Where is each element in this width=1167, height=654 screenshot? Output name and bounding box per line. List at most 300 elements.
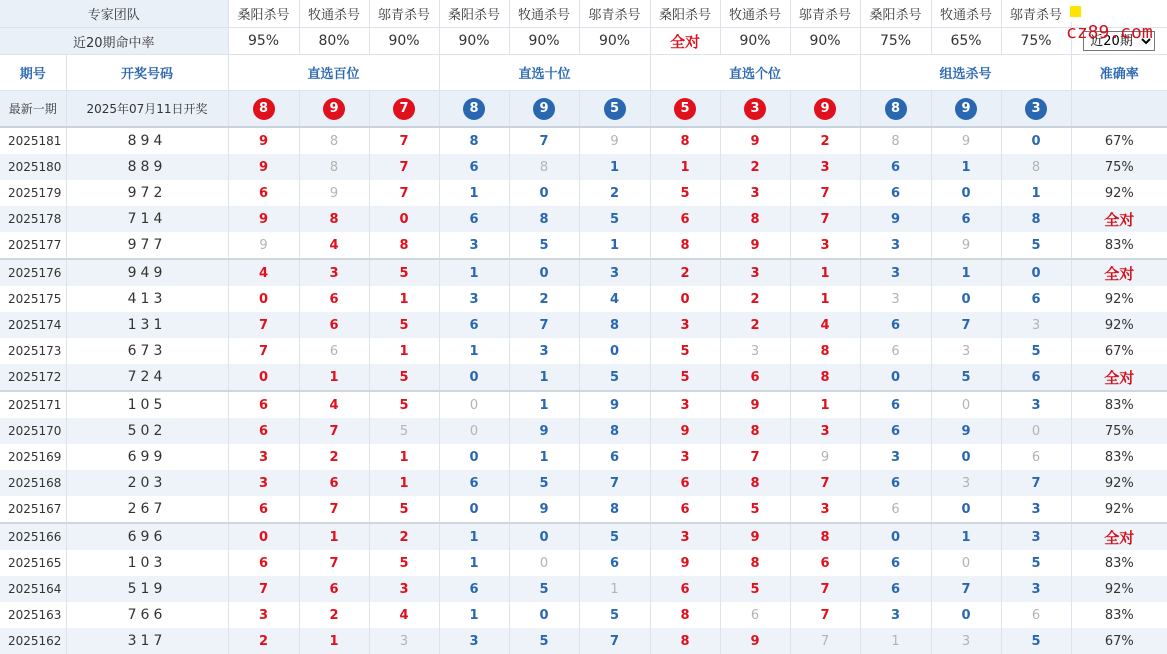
kill-number-cell: 3 bbox=[650, 312, 720, 338]
kill-number-cell: 1 bbox=[369, 444, 439, 470]
accuracy-cell: 75% bbox=[1071, 154, 1167, 180]
kill-number-cell: 9 bbox=[509, 418, 579, 444]
kill-number-cell: 1 bbox=[931, 259, 1001, 286]
kill-number-cell: 8 bbox=[1001, 154, 1071, 180]
kill-number-cell: 9 bbox=[579, 127, 650, 154]
kill-number-cell: 3 bbox=[720, 338, 790, 364]
table-row bbox=[0, 312, 1167, 338]
kill-number-cell: 3 bbox=[860, 286, 931, 312]
kill-ball: 9 bbox=[955, 98, 977, 120]
kill-number-cell: 6 bbox=[228, 180, 299, 206]
kill-number-cell: 8 bbox=[369, 232, 439, 259]
kill-number-cell: 1 bbox=[579, 576, 650, 602]
kill-number-cell: 7 bbox=[931, 576, 1001, 602]
kill-number-cell: 1 bbox=[1001, 180, 1071, 206]
kill-number-cell: 0 bbox=[439, 496, 509, 523]
kill-number-cell: 8 bbox=[720, 550, 790, 576]
draw-number-cell: 317 bbox=[66, 628, 228, 654]
period-cell: 2025171 bbox=[0, 391, 66, 418]
kill-number-cell: 3 bbox=[509, 338, 579, 364]
kill-number-cell: 3 bbox=[228, 602, 299, 628]
expert-name: 桑阳杀号 bbox=[228, 0, 299, 28]
kill-number-cell: 7 bbox=[369, 180, 439, 206]
kill-ball: 5 bbox=[604, 98, 626, 120]
period-cell: 2025180 bbox=[0, 154, 66, 180]
kill-number-cell: 6 bbox=[439, 470, 509, 496]
kill-number-cell: 8 bbox=[509, 154, 579, 180]
kill-number-cell: 1 bbox=[790, 286, 860, 312]
kill-number-cell: 3 bbox=[439, 232, 509, 259]
kill-number-cell: 1 bbox=[369, 470, 439, 496]
kill-number-cell: 5 bbox=[720, 496, 790, 523]
kill-number-cell: 6 bbox=[860, 338, 931, 364]
kill-number-cell: 2 bbox=[369, 523, 439, 550]
period-cell: 2025165 bbox=[0, 550, 66, 576]
table-row bbox=[0, 444, 1167, 470]
kill-number-cell: 1 bbox=[439, 259, 509, 286]
accuracy-cell: 75% bbox=[1071, 418, 1167, 444]
kill-number-cell: 1 bbox=[860, 628, 931, 654]
ball-cell bbox=[509, 91, 579, 128]
kill-number-cell: 9 bbox=[931, 127, 1001, 154]
kill-number-cell: 0 bbox=[228, 364, 299, 391]
accuracy-cell: 83% bbox=[1071, 444, 1167, 470]
hit-rate: 90% bbox=[369, 28, 439, 55]
kill-number-cell: 7 bbox=[299, 550, 369, 576]
kill-number-cell: 5 bbox=[509, 470, 579, 496]
kill-number-cell: 5 bbox=[650, 180, 720, 206]
period-header: 期号 bbox=[0, 55, 66, 91]
expert-row bbox=[0, 0, 1167, 28]
accuracy-cell: 67% bbox=[1071, 127, 1167, 154]
ball-cell bbox=[650, 91, 720, 128]
kill-number-cell: 4 bbox=[790, 312, 860, 338]
hit-rate: 90% bbox=[579, 28, 650, 55]
kill-number-cell: 6 bbox=[439, 576, 509, 602]
kill-number-cell: 6 bbox=[860, 391, 931, 418]
hit-rate: 90% bbox=[439, 28, 509, 55]
accuracy-cell: 67% bbox=[1071, 628, 1167, 654]
kill-number-cell: 1 bbox=[509, 391, 579, 418]
kill-number-cell: 3 bbox=[860, 602, 931, 628]
kill-number-cell: 1 bbox=[369, 286, 439, 312]
kill-number-cell: 8 bbox=[790, 523, 860, 550]
kill-number-cell: 1 bbox=[579, 154, 650, 180]
accuracy-cell: 92% bbox=[1071, 470, 1167, 496]
draw-number-cell: 977 bbox=[66, 232, 228, 259]
hit-rate: 90% bbox=[790, 28, 860, 55]
kill-number-cell: 3 bbox=[931, 470, 1001, 496]
period-cell: 2025163 bbox=[0, 602, 66, 628]
accuracy-cell: 92% bbox=[1071, 180, 1167, 206]
kill-number-cell: 3 bbox=[299, 259, 369, 286]
kill-number-cell: 5 bbox=[1001, 232, 1071, 259]
table-row bbox=[0, 338, 1167, 364]
kill-number-cell: 9 bbox=[720, 127, 790, 154]
kill-ball: 9 bbox=[814, 98, 836, 120]
kill-number-cell: 0 bbox=[439, 444, 509, 470]
kill-number-cell: 0 bbox=[439, 364, 509, 391]
kill-number-cell: 9 bbox=[860, 206, 931, 232]
hit-rate: 75% bbox=[1001, 28, 1071, 55]
ball-cell bbox=[790, 91, 860, 128]
kill-number-cell: 5 bbox=[369, 312, 439, 338]
kill-number-cell: 6 bbox=[299, 470, 369, 496]
kill-number-cell: 7 bbox=[931, 312, 1001, 338]
table-row bbox=[0, 576, 1167, 602]
kill-number-cell: 9 bbox=[228, 232, 299, 259]
period-cell: 2025181 bbox=[0, 127, 66, 154]
expert-name: 牧通杀号 bbox=[509, 0, 579, 28]
period-cell: 2025178 bbox=[0, 206, 66, 232]
expert-name: 桑阳杀号 bbox=[860, 0, 931, 28]
kill-number-cell: 1 bbox=[439, 338, 509, 364]
period-cell: 2025173 bbox=[0, 338, 66, 364]
kill-number-cell: 2 bbox=[720, 286, 790, 312]
table-row bbox=[0, 259, 1167, 286]
kill-number-cell: 3 bbox=[1001, 496, 1071, 523]
ball-cell bbox=[720, 91, 790, 128]
period-cell: 2025168 bbox=[0, 470, 66, 496]
group-header: 组选杀号 bbox=[860, 55, 1071, 91]
kill-number-cell: 6 bbox=[650, 470, 720, 496]
kill-number-cell: 8 bbox=[720, 418, 790, 444]
kill-number-cell: 9 bbox=[790, 444, 860, 470]
kill-number-cell: 0 bbox=[509, 550, 579, 576]
hit-rate: 75% bbox=[860, 28, 931, 55]
kill-number-cell: 7 bbox=[228, 576, 299, 602]
kill-number-cell: 3 bbox=[650, 391, 720, 418]
kill-number-cell: 5 bbox=[369, 550, 439, 576]
kill-number-cell: 2 bbox=[720, 154, 790, 180]
accuracy-cell: 全对 bbox=[1071, 364, 1167, 391]
kill-number-cell: 3 bbox=[720, 259, 790, 286]
kill-number-cell: 6 bbox=[299, 286, 369, 312]
kill-number-cell: 9 bbox=[931, 418, 1001, 444]
kill-number-cell: 3 bbox=[369, 576, 439, 602]
kill-number-cell: 2 bbox=[299, 602, 369, 628]
kill-number-cell: 6 bbox=[860, 550, 931, 576]
kill-number-cell: 3 bbox=[790, 496, 860, 523]
kill-ball: 3 bbox=[1025, 98, 1047, 120]
kill-number-cell: 8 bbox=[439, 127, 509, 154]
kill-number-cell: 5 bbox=[650, 338, 720, 364]
kill-number-cell: 6 bbox=[720, 364, 790, 391]
kill-number-cell: 2 bbox=[579, 180, 650, 206]
latest-label: 最新一期 bbox=[0, 91, 66, 128]
kill-number-cell: 2 bbox=[790, 127, 860, 154]
kill-ball: 9 bbox=[533, 98, 555, 120]
kill-number-cell: 0 bbox=[860, 364, 931, 391]
kill-number-cell: 4 bbox=[369, 602, 439, 628]
kill-number-cell: 0 bbox=[228, 286, 299, 312]
kill-number-cell: 3 bbox=[650, 523, 720, 550]
kill-number-cell: 9 bbox=[579, 391, 650, 418]
kill-number-cell: 7 bbox=[369, 154, 439, 180]
kill-number-cell: 4 bbox=[579, 286, 650, 312]
hit-rate: 全对 bbox=[650, 28, 720, 55]
kill-number-cell: 7 bbox=[1001, 470, 1071, 496]
hit-rate: 90% bbox=[509, 28, 579, 55]
kill-number-cell: 0 bbox=[439, 418, 509, 444]
latest-draw-row bbox=[0, 91, 1167, 128]
kill-number-cell: 3 bbox=[650, 444, 720, 470]
table-row bbox=[0, 523, 1167, 550]
ball-cell bbox=[931, 91, 1001, 128]
draw-number-cell: 103 bbox=[66, 550, 228, 576]
kill-number-cell: 0 bbox=[439, 391, 509, 418]
accuracy-cell: 83% bbox=[1071, 232, 1167, 259]
hundreds-header: 直选百位 bbox=[228, 55, 439, 91]
kill-number-cell: 3 bbox=[228, 444, 299, 470]
ball-cell bbox=[439, 91, 509, 128]
kill-number-cell: 2 bbox=[650, 259, 720, 286]
period-cell: 2025174 bbox=[0, 312, 66, 338]
kill-number-cell: 6 bbox=[860, 312, 931, 338]
kill-number-cell: 0 bbox=[369, 206, 439, 232]
kill-ball: 8 bbox=[253, 98, 275, 120]
kill-number-cell: 6 bbox=[860, 418, 931, 444]
expert-name: 桑阳杀号 bbox=[439, 0, 509, 28]
draw-number-cell: 519 bbox=[66, 576, 228, 602]
draw-number-cell: 889 bbox=[66, 154, 228, 180]
kill-number-cell: 8 bbox=[509, 206, 579, 232]
expert-name: 邬青杀号 bbox=[369, 0, 439, 28]
logo-text: cz89.com bbox=[1066, 22, 1153, 43]
kill-number-cell: 9 bbox=[650, 550, 720, 576]
kill-number-cell: 1 bbox=[931, 523, 1001, 550]
kill-number-cell: 0 bbox=[228, 523, 299, 550]
accuracy-cell: 92% bbox=[1071, 576, 1167, 602]
ball-cell bbox=[1001, 91, 1071, 128]
kill-number-cell: 1 bbox=[299, 523, 369, 550]
kill-ball: 7 bbox=[393, 98, 415, 120]
kill-number-cell: 6 bbox=[228, 418, 299, 444]
kill-number-cell: 6 bbox=[228, 391, 299, 418]
kill-number-cell: 8 bbox=[579, 312, 650, 338]
expert-name: 桑阳杀号 bbox=[650, 0, 720, 28]
accuracy-cell: 全对 bbox=[1071, 523, 1167, 550]
kill-number-cell: 7 bbox=[579, 628, 650, 654]
kill-number-cell: 8 bbox=[299, 127, 369, 154]
kill-number-cell: 5 bbox=[650, 364, 720, 391]
expert-name: 牧通杀号 bbox=[720, 0, 790, 28]
kill-number-cell: 7 bbox=[790, 180, 860, 206]
kill-number-cell: 8 bbox=[650, 127, 720, 154]
kill-number-cell: 1 bbox=[790, 391, 860, 418]
kill-number-cell: 8 bbox=[860, 127, 931, 154]
kill-number-cell: 3 bbox=[579, 259, 650, 286]
kill-number-cell: 9 bbox=[299, 180, 369, 206]
period-cell: 2025176 bbox=[0, 259, 66, 286]
table-row bbox=[0, 232, 1167, 259]
column-header-row bbox=[0, 55, 1167, 91]
kill-number-cell: 5 bbox=[1001, 550, 1071, 576]
kill-number-cell: 1 bbox=[439, 550, 509, 576]
kill-number-cell: 8 bbox=[579, 496, 650, 523]
hit-rate: 80% bbox=[299, 28, 369, 55]
kill-number-cell: 7 bbox=[228, 338, 299, 364]
draw-number-cell: 673 bbox=[66, 338, 228, 364]
kill-number-cell: 6 bbox=[650, 496, 720, 523]
kill-number-cell: 0 bbox=[509, 602, 579, 628]
accuracy-cell: 67% bbox=[1071, 338, 1167, 364]
table-row bbox=[0, 628, 1167, 654]
accuracy-cell: 全对 bbox=[1071, 259, 1167, 286]
kill-number-cell: 7 bbox=[790, 628, 860, 654]
site-logo[interactable] bbox=[1066, 0, 1167, 43]
kill-number-cell: 5 bbox=[509, 576, 579, 602]
kill-number-cell: 0 bbox=[509, 523, 579, 550]
kill-number-cell: 6 bbox=[790, 550, 860, 576]
draw-number-cell: 203 bbox=[66, 470, 228, 496]
table-row bbox=[0, 206, 1167, 232]
kill-number-cell: 5 bbox=[579, 364, 650, 391]
ball-cell bbox=[369, 91, 439, 128]
accuracy-cell: 92% bbox=[1071, 496, 1167, 523]
kill-number-cell: 6 bbox=[579, 550, 650, 576]
kill-number-cell: 8 bbox=[299, 154, 369, 180]
table-row bbox=[0, 127, 1167, 154]
kill-number-cell: 7 bbox=[790, 602, 860, 628]
kill-number-cell: 5 bbox=[509, 628, 579, 654]
period-cell: 2025169 bbox=[0, 444, 66, 470]
kill-number-cell: 0 bbox=[931, 180, 1001, 206]
kill-number-cell: 4 bbox=[299, 391, 369, 418]
kill-number-cell: 3 bbox=[860, 259, 931, 286]
kill-number-cell: 3 bbox=[931, 338, 1001, 364]
kill-number-cell: 8 bbox=[579, 418, 650, 444]
table-row bbox=[0, 418, 1167, 444]
kill-number-cell: 7 bbox=[720, 444, 790, 470]
expert-team-label: 专家团队 bbox=[0, 0, 228, 28]
kill-number-cell: 9 bbox=[509, 496, 579, 523]
kill-number-cell: 1 bbox=[790, 259, 860, 286]
table-row bbox=[0, 550, 1167, 576]
kill-number-cell: 6 bbox=[720, 602, 790, 628]
table-row bbox=[0, 470, 1167, 496]
kill-number-cell: 6 bbox=[439, 206, 509, 232]
empty-cell bbox=[1071, 91, 1167, 128]
draw-number-cell: 972 bbox=[66, 180, 228, 206]
ball-cell bbox=[860, 91, 931, 128]
kill-number-cell: 3 bbox=[860, 444, 931, 470]
draw-number-cell: 267 bbox=[66, 496, 228, 523]
kill-number-cell: 4 bbox=[228, 259, 299, 286]
period-cell: 2025162 bbox=[0, 628, 66, 654]
kill-number-cell: 8 bbox=[1001, 206, 1071, 232]
kill-number-cell: 1 bbox=[369, 338, 439, 364]
kill-ball: 5 bbox=[674, 98, 696, 120]
draw-number-cell: 131 bbox=[66, 312, 228, 338]
kill-number-cell: 6 bbox=[228, 550, 299, 576]
kill-number-cell: 3 bbox=[790, 418, 860, 444]
kill-number-cell: 6 bbox=[439, 154, 509, 180]
kill-number-cell: 5 bbox=[931, 364, 1001, 391]
kill-number-cell: 6 bbox=[1001, 444, 1071, 470]
kill-number-cell: 3 bbox=[1001, 312, 1071, 338]
kill-number-cell: 8 bbox=[790, 338, 860, 364]
kill-number-cell: 3 bbox=[1001, 391, 1071, 418]
kill-number-cell: 6 bbox=[1001, 602, 1071, 628]
kill-number-cell: 8 bbox=[720, 206, 790, 232]
kill-number-cell: 6 bbox=[439, 312, 509, 338]
kill-number-cell: 2 bbox=[509, 286, 579, 312]
kill-number-cell: 1 bbox=[579, 232, 650, 259]
expert-name: 牧通杀号 bbox=[931, 0, 1001, 28]
kill-number-cell: 5 bbox=[509, 232, 579, 259]
kill-number-cell: 7 bbox=[299, 496, 369, 523]
kill-number-cell: 3 bbox=[228, 470, 299, 496]
kill-number-cell: 1 bbox=[299, 628, 369, 654]
kill-number-cell: 9 bbox=[650, 418, 720, 444]
tens-header: 直选十位 bbox=[439, 55, 650, 91]
accuracy-cell: 83% bbox=[1071, 550, 1167, 576]
kill-number-cell: 3 bbox=[439, 286, 509, 312]
kill-number-cell: 1 bbox=[650, 154, 720, 180]
kill-number-cell: 3 bbox=[790, 154, 860, 180]
kill-ball: 9 bbox=[323, 98, 345, 120]
kill-number-cell: 0 bbox=[1001, 418, 1071, 444]
kill-number-cell: 8 bbox=[720, 470, 790, 496]
kill-number-cell: 5 bbox=[369, 496, 439, 523]
draw-number-cell: 413 bbox=[66, 286, 228, 312]
logo-square-icon bbox=[1070, 6, 1081, 17]
kill-ball: 8 bbox=[463, 98, 485, 120]
kill-number-cell: 8 bbox=[790, 364, 860, 391]
expert-name: 邬青杀号 bbox=[1001, 0, 1071, 28]
kill-number-cell: 7 bbox=[509, 312, 579, 338]
kill-number-cell: 6 bbox=[299, 576, 369, 602]
kill-number-cell: 9 bbox=[228, 206, 299, 232]
kill-number-cell: 6 bbox=[860, 470, 931, 496]
kill-number-cell: 9 bbox=[720, 523, 790, 550]
accuracy-cell: 全对 bbox=[1071, 206, 1167, 232]
kill-number-cell: 3 bbox=[369, 628, 439, 654]
kill-number-cell: 0 bbox=[931, 550, 1001, 576]
table-row bbox=[0, 602, 1167, 628]
kill-number-cell: 7 bbox=[790, 470, 860, 496]
period-cell: 2025179 bbox=[0, 180, 66, 206]
kill-number-cell: 5 bbox=[369, 364, 439, 391]
kill-number-cell: 3 bbox=[439, 628, 509, 654]
kill-number-cell: 6 bbox=[860, 496, 931, 523]
table-row bbox=[0, 154, 1167, 180]
draw-number-cell: 105 bbox=[66, 391, 228, 418]
kill-number-cell: 7 bbox=[579, 470, 650, 496]
kill-number-cell: 0 bbox=[931, 496, 1001, 523]
kill-ball: 8 bbox=[885, 98, 907, 120]
kill-number-cell: 3 bbox=[1001, 576, 1071, 602]
table-row bbox=[0, 391, 1167, 418]
draw-number-cell: 502 bbox=[66, 418, 228, 444]
kill-number-cell: 1 bbox=[931, 154, 1001, 180]
kill-number-cell: 7 bbox=[509, 127, 579, 154]
kill-number-cell: 6 bbox=[860, 180, 931, 206]
kill-number-cell: 6 bbox=[228, 496, 299, 523]
kill-number-cell: 8 bbox=[650, 602, 720, 628]
draw-number-cell: 714 bbox=[66, 206, 228, 232]
period-cell: 2025166 bbox=[0, 523, 66, 550]
draw-number-cell: 766 bbox=[66, 602, 228, 628]
draw-number-cell: 724 bbox=[66, 364, 228, 391]
kill-number-cell: 9 bbox=[228, 127, 299, 154]
hit-rate-row bbox=[0, 28, 1167, 55]
kill-number-cell: 5 bbox=[369, 391, 439, 418]
kill-number-cell: 6 bbox=[860, 154, 931, 180]
period-cell: 2025172 bbox=[0, 364, 66, 391]
kill-number-cell: 6 bbox=[579, 444, 650, 470]
